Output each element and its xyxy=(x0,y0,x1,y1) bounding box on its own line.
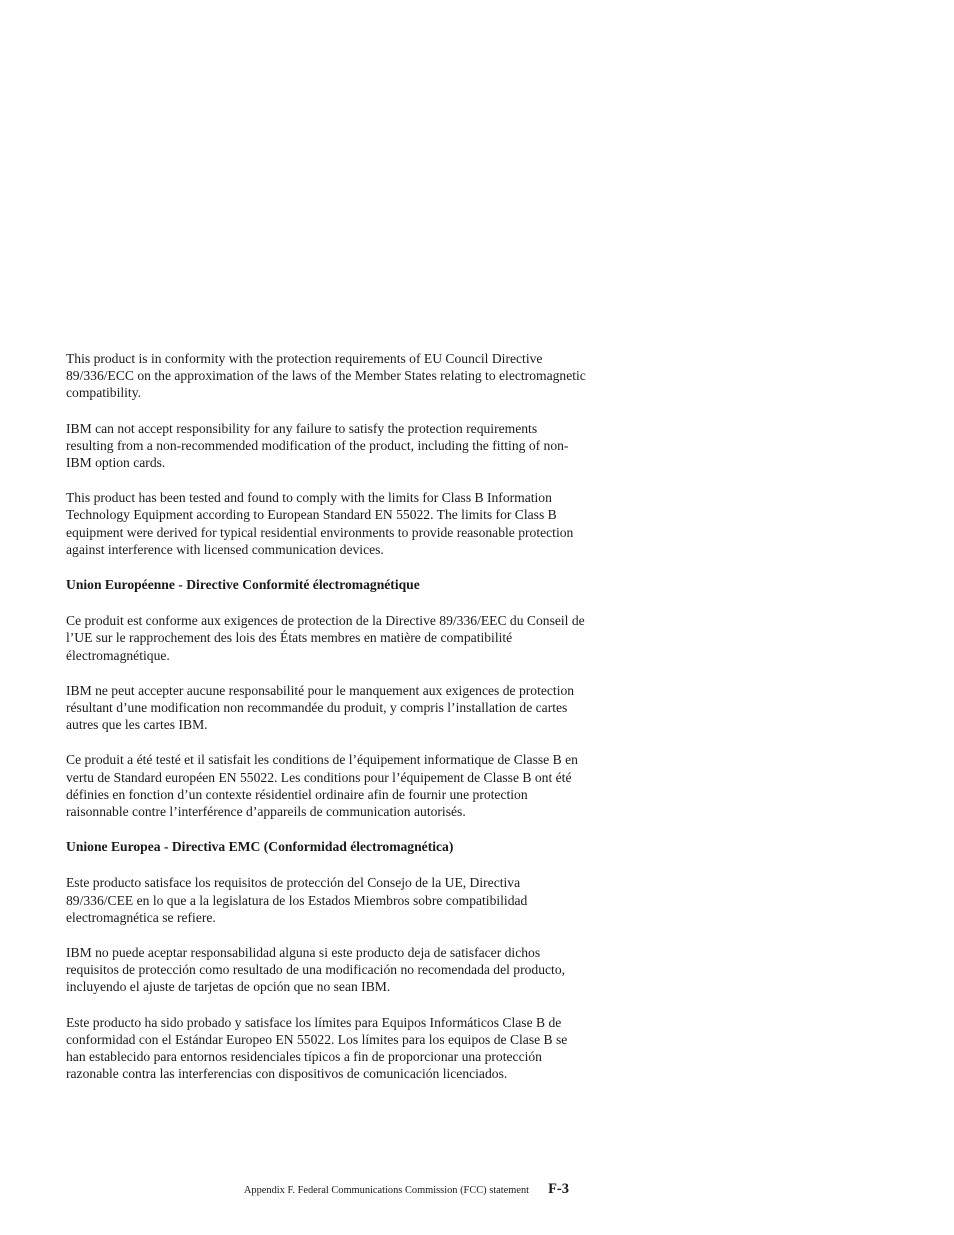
page-number: F-3 xyxy=(548,1181,569,1197)
paragraph-eu-conformity: This product is in conformity with the protection requirements of EU Council Directive 89/336/ECC on the approximation of the laws of the Member States relating to electromagnetic compatibility. xyxy=(66,351,586,401)
document-body xyxy=(66,350,586,1101)
paragraph-es-responsibility: IBM no puede aceptar responsabilidad alguna si este producto deja de satisfacer dichos requisitos de protección como resultado de una modificación no recomendada del producto, incluyendo el ajuste de tarjetas de opción que no sean IBM. xyxy=(66,945,566,995)
heading-french: Union Européenne - Directive Conformité électromagnétique xyxy=(66,577,420,593)
paragraph-es-class-b: Este producto ha sido probado y satisface los límites para Equipos Informáticos Clase B de conformidad con el Estándar Europeo EN 55022. Los límites para los equipos de Clase B se han establecido para entornos residenciales típicos a fin de proporcionar una protección razonable contra las interferencias con dispositivos de comunicación licenciados. xyxy=(66,1014,568,1082)
paragraph-fr-class-b: Ce produit a été testé et il satisfait les conditions de l’équipement informatique de Classe B en vertu de Standard européen EN 55022. Les conditions pour l’équipement de Classe B ont été définies en fonction d’un contexte résidentiel ordinaire afin de fournir une protection raisonnable contre l’interférence d’appareils de communication autorisés. xyxy=(66,752,578,820)
paragraph-eu-class-b: This product has been tested and found to comply with the limits for Class B Information Technology Equipment according to European Standard EN 55022. The limits for Class B equipment were derived for typical residential environments to provide reasonable protection against interference with licensed communication devices. xyxy=(66,490,574,557)
paragraph-es-conformity: Este producto satisface los requisitos de protección del Consejo de la UE, Directiva 89/336/CEE en lo que a la legislatura de los Estados Miembros sobre compatibilidad electromagnética se refiere. xyxy=(66,875,528,925)
page-footer xyxy=(244,1181,569,1198)
paragraph-eu-responsibility: IBM can not accept responsibility for any failure to satisfy the protection requirements resulting from a non-recommended modification of the product, including the fitting of non-IBM option cards. xyxy=(66,420,569,471)
heading-spanish: Unione Europea - Directiva EMC (Conformidad électromagnética) xyxy=(66,839,454,855)
footer-text: Appendix F. Federal Communications Commission (FCC) statement xyxy=(243,1185,530,1196)
paragraph-fr-conformity: Ce produit est conforme aux exigences de protection de la Directive 89/336/EEC du Conseil de l’UE sur le rapprochement des lois des États membres en matière de compatibilité électromagnétique. xyxy=(66,613,585,663)
paragraph-fr-responsibility: IBM ne peut accepter aucune responsabilité pour le manquement aux exigences de protection résultant d’une modification non recommandée du produit, y compris l’installation de cartes autres que les cartes IBM. xyxy=(66,682,575,733)
